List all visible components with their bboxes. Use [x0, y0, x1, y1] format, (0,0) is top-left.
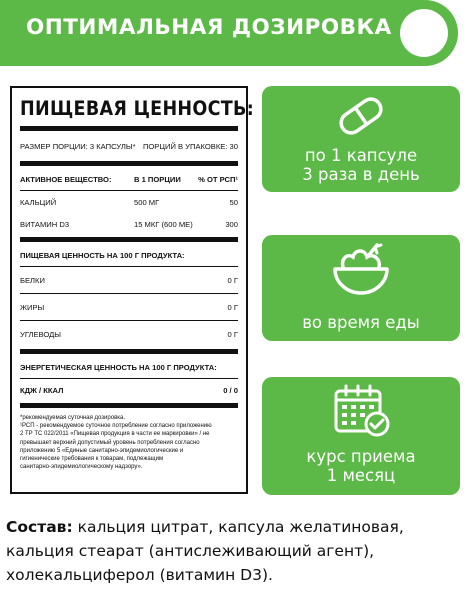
footnote-line: *рекомендуемая суточная дозировка. [20, 415, 126, 421]
nutrient-value: 0 Г [227, 275, 238, 285]
active-header-amount: В 1 ПОРЦИИ [134, 174, 181, 184]
footnote [20, 414, 238, 471]
banner-circle-decoration [400, 9, 448, 57]
composition-ingredients: кальция цитрат, капсула желатиновая, кальция стеарат (антислеживающий агент), холекальциферол (витамин D3). [6, 518, 404, 584]
card-line-1: во время еды [302, 313, 420, 332]
nutrient-amount: 500 МГ [134, 197, 160, 207]
divider-thick [20, 237, 238, 242]
card-line-1: курс приема [306, 447, 416, 466]
table-row [20, 321, 238, 347]
dosage-banner [0, 0, 458, 66]
capsule-icon [331, 94, 391, 138]
nutrient-percent: 50 [229, 197, 238, 207]
serving-row [20, 133, 238, 159]
table-row [20, 191, 238, 213]
dosage-card [262, 86, 460, 192]
composition-text [6, 515, 466, 587]
card-line-1: по 1 капсуле [304, 146, 418, 165]
table-row [20, 213, 238, 235]
card-line-2: 3 раза в день [302, 165, 420, 184]
table-row [20, 294, 238, 320]
calendar-check-icon [330, 383, 394, 441]
energy-header-row [20, 356, 238, 378]
active-header-name: АКТИВНОЕ ВЕЩЕСТВО: [20, 174, 112, 184]
nutrient-percent: 300 [225, 219, 238, 229]
footnote-line: превышает верхний допустимый уровень потребления согласно [20, 439, 200, 446]
card-line-2: 1 месяц [326, 466, 396, 485]
active-header-row [20, 168, 238, 190]
nutrient-value: 0 Г [227, 302, 238, 312]
energy-name: КДЖ / ККАЛ [20, 385, 64, 395]
footnote-line: гигиенические требования к товарам, подлежащим [20, 456, 164, 463]
nutrient-name: КАЛЬЦИЙ [20, 197, 57, 207]
footnote-line: санитарно-эпидемиологическому надзору». [20, 464, 143, 471]
divider-thick [20, 349, 238, 354]
banner-title: ОПТИМАЛЬНАЯ ДОЗИРОВКА [26, 15, 392, 40]
nutrient-name: ВИТАМИН D3 [20, 219, 70, 229]
composition-label: Состав: [6, 518, 73, 536]
salad-bowl-icon [329, 241, 393, 299]
servings-per-pack: ПОРЦИЙ В УПАКОВКЕ: 30 [142, 141, 238, 151]
table-row [20, 267, 238, 293]
active-header-percent: % ОТ РСП¹ [198, 174, 238, 184]
nutrient-amount: 15 МКГ (600 МЕ) [134, 219, 193, 229]
nutrient-name: БЕЛКИ [20, 275, 45, 285]
footnote-line: ¹РСП - рекомендуемое суточное потребление согласно приложению [20, 423, 212, 430]
divider-thick [20, 126, 238, 131]
nutrient-name: УГЛЕВОДЫ [20, 329, 61, 339]
nutrition-title: ПИЩЕВАЯ ЦЕННОСТЬ: [20, 97, 255, 120]
energy-header: ЭНЕРГЕТИЧЕСКАЯ ЦЕННОСТЬ НА 100 Г ПРОДУКТА: [20, 362, 217, 372]
divider-thick [20, 161, 238, 166]
footnote-line: 2 ТР ТС 022/2011 «Пищевая продукция в части ее маркировки» / не [20, 431, 210, 438]
per100-header: ПИЩЕВАЯ ЦЕННОСТЬ НА 100 Г ПРОДУКТА: [20, 250, 185, 260]
course-card [262, 377, 460, 495]
per100-header-row [20, 244, 238, 266]
divider-thick [20, 403, 238, 408]
nutrient-name: ЖИРЫ [20, 302, 45, 312]
serving-size: РАЗМЕР ПОРЦИИ: 3 КАПСУЛЫ* [20, 141, 136, 151]
energy-value: 0 / 0 [223, 385, 238, 395]
nutrition-facts-panel [10, 86, 255, 494]
table-row [20, 379, 238, 401]
footnote-line: приложению 5 «Единые санитарно-эпидемиологические и [20, 447, 184, 454]
nutrient-value: 0 Г [227, 329, 238, 339]
meal-card [262, 235, 460, 341]
